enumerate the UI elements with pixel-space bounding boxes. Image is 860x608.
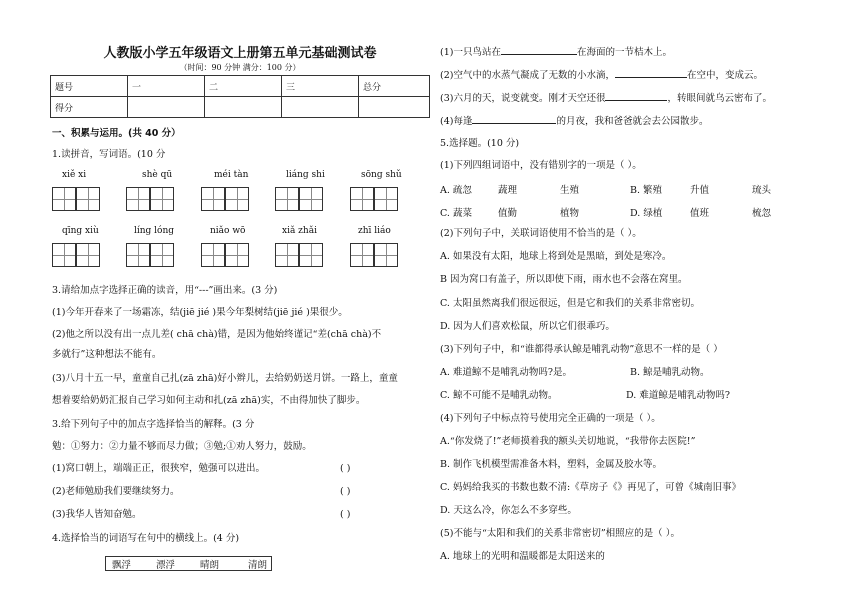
option-a[interactable]: A. 难道鲸不是哺乳动物吗?是。 (440, 367, 572, 378)
page-title: 人教版小学五年级语文上册第五单元基础测试卷 (103, 46, 377, 61)
writing-grid-row-2 (52, 243, 432, 269)
word-bank (105, 556, 272, 571)
writing-cell[interactable] (225, 243, 249, 267)
option-b[interactable]: B. 制作飞机模型需准备木料，塑料，金属及胶水等。 (440, 459, 663, 470)
score-table-score-row (51, 97, 430, 118)
option-b[interactable]: B. 鲸是哺乳动物。 (630, 367, 710, 378)
option-a[interactable]: A. 地球上的光明和温暖都是太阳送来的 (440, 551, 605, 562)
pinyin: xiě xi (62, 170, 87, 180)
option-c[interactable]: C. 妈妈给我买的书数也数不清:《草房子《》再见了，可曾《城南旧事》 (440, 482, 742, 493)
sentence-text: 的月夜，我和爸爸就会去公园散步。 (556, 116, 709, 127)
option-a[interactable]: A. 如果没有太阳，地球上将到处是黑暗，到处是寒冷。 (440, 251, 672, 262)
score-input-cell[interactable] (128, 97, 205, 118)
option-c[interactable]: C. 鲸不可能不是哺乳动物。 (440, 390, 558, 401)
option-text: 琉头 (752, 185, 772, 196)
question-5-5: (5)不能与“太阳和我们的关系非常密切”相照应的是（ ）。 (440, 528, 680, 539)
word-bank-item: 飘浮 (112, 560, 132, 571)
question-4: 4.选择恰当的词语写在句中的横线上。(4 分) (52, 533, 240, 544)
score-input-cell[interactable] (359, 97, 430, 118)
question-5-1: (1)下列四组词语中，没有错别字的一项是（ ）。 (440, 160, 642, 171)
fill-blank[interactable] (501, 44, 577, 55)
pinyin: qīng xiù (62, 226, 99, 236)
writing-cell[interactable] (126, 243, 150, 267)
writing-cell[interactable] (299, 187, 323, 211)
word-bank-item: 晴朗 (200, 560, 220, 571)
question-1: 1.读拼音，写词语。(10 分 (52, 149, 166, 160)
pinyin: xiǎ zhǎi (282, 226, 317, 236)
option-text: 蔬理 (498, 185, 518, 196)
writing-cell[interactable] (275, 243, 299, 267)
fill-sentence-3 (440, 90, 772, 105)
score-cell: 一 (128, 76, 205, 97)
answer-paren[interactable]: ( ) (340, 486, 351, 497)
fill-sentence-1 (440, 44, 672, 59)
writing-cell[interactable] (275, 187, 299, 211)
pinyin-row-1 (52, 170, 432, 183)
writing-cell[interactable] (52, 243, 76, 267)
sentence-text: 在空中，变成云。 (686, 70, 763, 81)
writing-cell[interactable] (374, 187, 398, 211)
sentence-text: (4)每逢 (440, 116, 473, 127)
writing-cell[interactable] (225, 187, 249, 211)
option-text[interactable]: C. 蔬菜 (440, 208, 472, 219)
score-input-cell[interactable] (205, 97, 282, 118)
option-text: 植物 (560, 208, 580, 219)
sentence-text: (3)六月的天，说变就变。刚才天空还很 (440, 93, 606, 104)
question-3a-item-3: (3)八月十五一早，童童自己扎(zā zhā)好小辫儿，去给奶奶送月饼。一路上，童童 (52, 373, 398, 384)
writing-cell[interactable] (299, 243, 323, 267)
score-cell: 总分 (359, 76, 430, 97)
sentence-text: (1)一只鸟站在 (440, 47, 501, 58)
option-a[interactable]: A.“你发烧了!”老师摸着我的额头关切地说，“我带你去医院!” (440, 436, 696, 447)
question-3b-item-1: (1)窝口朝上，端端正正，很狭窄，勉强可以进出。 (52, 463, 265, 474)
question-3a: 3.请给加点字选择正确的读音，用“---”画出来。(3 分) (52, 285, 278, 296)
option-b[interactable]: B 因为窝口有盖子，所以即使下雨，雨水也不会落在窝里。 (440, 274, 688, 285)
score-input-cell[interactable] (282, 97, 359, 118)
pinyin: zhī liáo (358, 226, 391, 236)
writing-cell[interactable] (350, 243, 374, 267)
word-bank-item: 漂浮 (156, 560, 176, 571)
question-3b-item-2: (2)老师勉励我们要继续努力。 (52, 486, 180, 497)
question-3b-item-3: (3)我华人皆知奋勉。 (52, 509, 142, 520)
option-text: 升值 (690, 185, 710, 196)
option-c[interactable]: C. 太阳虽然离我们很远很远，但是它和我们的关系非常密切。 (440, 298, 700, 309)
question-5-4: (4)下列句子中标点符号使用完全正确的一项是（ ）。 (440, 413, 661, 424)
question-5: 5.选择题。(10 分) (440, 138, 520, 149)
fill-blank[interactable] (472, 113, 556, 124)
score-cell: 题号 (51, 76, 128, 97)
option-text: 生殖 (560, 185, 580, 196)
writing-cell[interactable] (150, 187, 174, 211)
score-cell: 三 (282, 76, 359, 97)
question-3a-item-2: (2)他之所以没有出一点儿差( chā chà)错，是因为他始终谨记“差(chā chà)不 (52, 329, 382, 340)
writing-cell[interactable] (201, 187, 225, 211)
option-text: 值勤 (498, 208, 518, 219)
option-text: 梳忽 (752, 208, 772, 219)
fill-sentence-4 (440, 113, 708, 128)
option-text[interactable]: B. 繁殖 (630, 185, 663, 196)
fill-blank[interactable] (615, 67, 687, 78)
sentence-text: (2)空气中的水蒸气凝成了无数的小水滴， (440, 70, 615, 81)
writing-cell[interactable] (76, 187, 100, 211)
pinyin: niǎo wō (210, 226, 246, 236)
writing-cell[interactable] (150, 243, 174, 267)
question-3a-item-1: (1)今年开春来了一场霜冻，结(jiē jié )果今年梨树结(jiē jié )果很少。 (52, 307, 348, 318)
word-bank-item: 清朗 (248, 560, 268, 571)
pinyin-row-2 (52, 226, 432, 239)
writing-grid-row-1 (52, 187, 432, 213)
page-subtitle: （时间：90 分钟 满分：100 分） (179, 63, 301, 72)
option-d[interactable]: D. 因为人们喜欢松鼠，所以它们很乖巧。 (440, 321, 615, 332)
question-3a-item-3-cont: 想着要给奶奶汇报自己学习如何主动和扎(zā zhā)实，不由得加快了脚步。 (52, 395, 366, 406)
pinyin: liáng shi (286, 170, 325, 180)
question-5-3: (3)下列句子中，和“谁都得承认鲸是哺乳动物”意思不一样的是（ ） (440, 344, 723, 355)
writing-cell[interactable] (76, 243, 100, 267)
option-text[interactable]: A. 疏忽 (440, 185, 472, 196)
score-cell: 二 (205, 76, 282, 97)
section-heading: 一、积累与运用。(共 40 分） (52, 128, 181, 139)
writing-cell[interactable] (201, 243, 225, 267)
option-text[interactable]: D. 绿植 (630, 208, 663, 219)
writing-cell[interactable] (350, 187, 374, 211)
fill-sentence-2 (440, 67, 763, 82)
pinyin: shè qū (142, 170, 173, 180)
option-d[interactable]: D. 难道鲸是哺乳动物吗? (626, 390, 730, 401)
writing-cell[interactable] (126, 187, 150, 211)
answer-paren[interactable]: ( ) (340, 509, 351, 520)
question-3a-item-2-cont: 多就行”这种想法不能有。 (52, 349, 162, 360)
option-text: 值班 (690, 208, 710, 219)
pinyin: líng lóng (134, 226, 175, 236)
score-table (50, 75, 430, 118)
pinyin: sōng shǔ (361, 170, 402, 180)
score-table-header-row (51, 76, 430, 97)
fill-blank[interactable] (605, 90, 667, 101)
definition-line: 勉：①努力：②力量不够而尽力做；③勉;①劝人努力，鼓励。 (52, 441, 312, 452)
pinyin: méi tàn (214, 170, 249, 180)
answer-paren[interactable]: ( ) (340, 463, 351, 474)
sentence-text: ，转眼间就乌云密布了。 (667, 93, 772, 104)
writing-cell[interactable] (52, 187, 76, 211)
option-d[interactable]: D. 天这么冷，你怎么不多穿些。 (440, 505, 577, 516)
score-cell: 得分 (51, 97, 128, 118)
question-3b: 3.给下列句子中的加点字选择恰当的解释。(3 分 (52, 419, 255, 430)
writing-cell[interactable] (374, 243, 398, 267)
question-5-2: (2)下列句子中，关联词语使用不恰当的是（ ）。 (440, 228, 642, 239)
sentence-text: 在海面的一节桔木上。 (576, 47, 672, 58)
